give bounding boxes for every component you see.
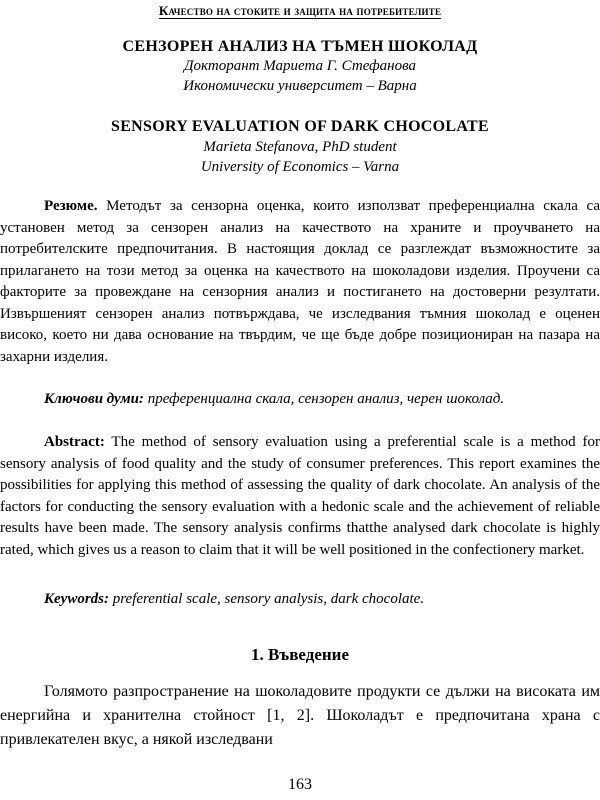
bulgarian-keywords <box>0 389 600 411</box>
paper-title-english: SENSORY EVALUATION OF DARK CHOCOLATE <box>111 118 489 135</box>
rezume-paragraph <box>0 196 600 368</box>
affiliation-bulgarian: Икономически университет – Варна <box>183 78 417 94</box>
author-bulgarian: Докторант Мариета Г. Стефанова <box>184 58 416 74</box>
english-keywords-text: preferential scale, sensory analysis, dark chocolate. <box>112 591 425 607</box>
affiliation-english: University of Economics – Varna <box>200 159 400 175</box>
running-header <box>0 3 600 19</box>
section-heading-introduction: 1. Въведение <box>250 645 350 664</box>
paper-title-bulgarian: СЕНЗОРЕН АНАЛИЗ НА ТЪМЕН ШОКОЛАД <box>122 38 478 55</box>
introduction-paragraph: Голямото разпространение на шоколадовите продукти се дължи на високата им енергийна и хранителна стойност [1, 2]. Шоколадът е предпочитана храна с привлекателен вкус, а някой изследвани <box>0 683 600 748</box>
abstract-paragraph <box>0 432 600 561</box>
bulgarian-keywords-label: Ключови думи: <box>44 391 144 407</box>
english-keywords-label: Keywords: <box>44 591 109 607</box>
rezume-text: Методът за сензорна оценка, които използват преференциална скала са установен метод за сензорен анализ на качеството на храните и проучването на потребителските предпочитания. В настоящия доклад се разглеждат възможностите за прилагането на този метод за оценка на качеството на шоколадови изделия. Проучени са факторите за провеждане на сензорния анализ и постигането на достоверни резултати. Извършеният сензорен анализ потвърждава, че изследвания тъмния шоколад е оценен високо, което ни дава основание на твърдим, че ще бъде добре позициониран на пазара на захарни изделия. <box>0 198 600 365</box>
abstract-label: Abstract: <box>44 434 105 450</box>
english-keywords <box>0 589 600 611</box>
bulgarian-keywords-text: преференциална скала, сензорен анализ, черен шоколад. <box>147 391 505 407</box>
author-english: Marieta Stefanova, PhD student <box>203 139 397 155</box>
abstract-text: The method of sensory evaluation using a preferential scale is a method for sensory analysis of food quality and the study of consumer preferences. This report examines the possibilities for applying this method of assessing the quality of dark chocolate. An analysis of the factors for conducting the sensory evaluation with a hedonic scale and the achievement of reliable results have been made. The sensory analysis confirms thatthe analysed dark chocolate is highly rated, which gives us a reason to claim that it will be well positioned in the confectionery market. <box>0 434 600 558</box>
running-header-text: Качество на стоките и защита на потребителите <box>158 3 442 18</box>
rezume-label: Резюме. <box>44 198 98 214</box>
page-number: 163 <box>288 776 312 793</box>
